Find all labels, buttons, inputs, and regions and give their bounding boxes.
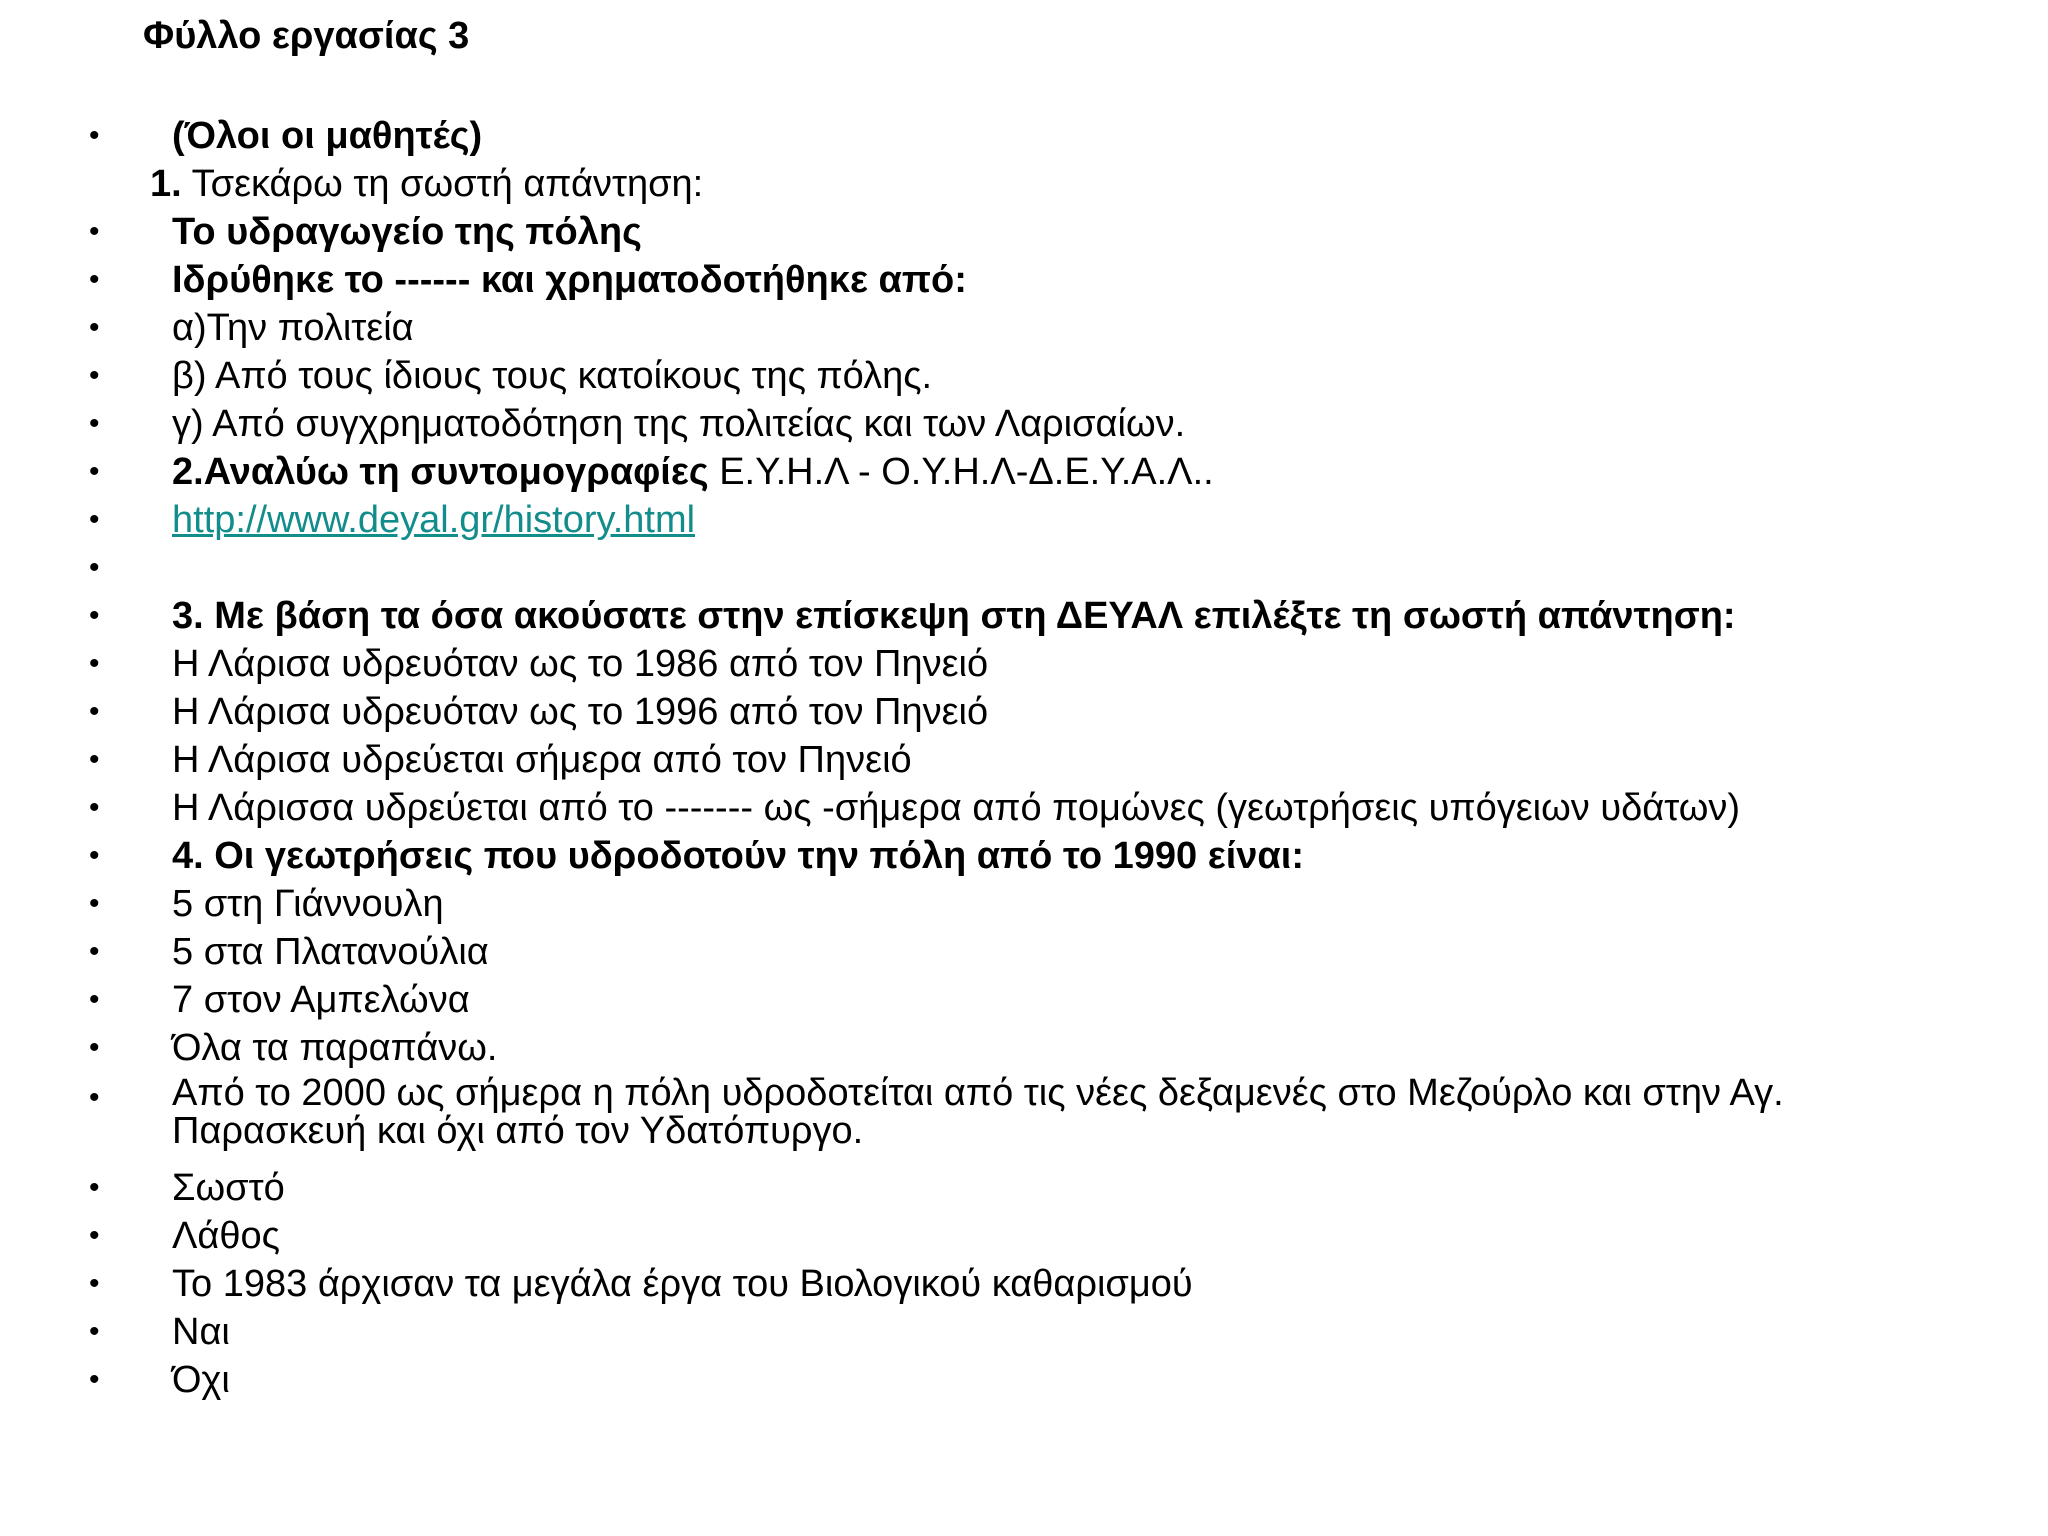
page-title: Φύλλο εργασίας 3 [143, 15, 470, 57]
bullet-point: • [89, 1363, 100, 1396]
line-text [150, 160, 703, 208]
line-text [172, 352, 932, 400]
line-text [172, 784, 1740, 832]
bullet-point: • [89, 599, 100, 632]
line-text [172, 1308, 230, 1356]
plain-text: Η Λάρισα υδρεύεται σήμερα από τον Πηνειό [172, 739, 912, 781]
bullet-point: • [89, 1219, 100, 1252]
plain-text: Από το 2000 ως σήμερα η πόλη υδροδοτείται από τις νέες δεξαμενές στο Μεζούρλο και στην Αγ. Παρασκευή και όχι από τον Υδατόπυργο. [172, 1072, 1784, 1152]
line-text [172, 640, 988, 688]
bold-text: Ιδρύθηκε το ------ και χρηματοδοτήθηκε από: [172, 259, 967, 301]
history-link[interactable]: http://www.deyal.gr/history.html [172, 499, 696, 541]
bullet-point: • [89, 407, 100, 440]
line-text [172, 208, 642, 256]
bullet-point: • [89, 1031, 100, 1064]
line-text [172, 1212, 280, 1260]
bullet-point: • [89, 839, 100, 872]
plain-text: Η Λάρισσα υδρεύεται από το ------- ως -σήμερα από πομώνες (γεωτρήσεις υπόγειων υδάτων) [172, 787, 1741, 829]
line-text [172, 1356, 230, 1404]
line-text [172, 592, 1736, 640]
plain-text: Ναι [172, 1311, 230, 1353]
bullet-point: • [89, 647, 100, 680]
line-text [172, 304, 414, 352]
line-text [172, 688, 988, 736]
plain-text: 5 στα Πλατανούλια [172, 931, 489, 973]
plain-text: Σωστό [172, 1167, 285, 1209]
bold-text: 3. Με βάση τα όσα ακούσατε στην επίσκεψη στη ΔΕΥΑΛ επιλέξτε τη σωστή απάντηση: [172, 595, 1736, 637]
plain-text: α)Την πολιτεία [172, 307, 414, 349]
line-text [172, 1260, 1193, 1308]
bullet-point: • [89, 695, 100, 728]
line-text [172, 736, 912, 784]
plain-text: 7 στον Αμπελώνα [172, 979, 470, 1021]
bullet-point: • [89, 983, 100, 1016]
line-text [172, 1074, 1892, 1150]
bullet-point: • [89, 935, 100, 968]
line-text [172, 496, 695, 544]
line-text [172, 976, 470, 1024]
bullet-point: • [89, 503, 100, 536]
bullet-point: • [89, 119, 100, 152]
question-number: 1. [150, 163, 182, 205]
line-text [172, 1164, 285, 1212]
plain-text: Όλα τα παραπάνω. [172, 1027, 498, 1069]
line-text [172, 400, 1185, 448]
line-text [172, 928, 489, 976]
bullet-point: • [89, 359, 100, 392]
line-text [172, 880, 444, 928]
line-text [172, 256, 967, 304]
plain-text: Λάθος [172, 1215, 280, 1257]
bullet-point: • [89, 743, 100, 776]
bullet-point: • [89, 263, 100, 296]
bullet-point: • [89, 1315, 100, 1348]
line-text [172, 112, 482, 160]
bold-text: Το υδραγωγείο της πόλης [172, 211, 642, 253]
bullet-point: • [89, 791, 100, 824]
plain-text: γ) Από συγχρηματοδότηση της πολιτείας και των Λαρισαίων. [172, 403, 1186, 445]
plain-text: Η Λάρισα υδρευόταν ως το 1986 από τον Πηνειό [172, 643, 989, 685]
bullet-point: • [89, 1171, 100, 1204]
line-text [172, 448, 1214, 496]
bullet-point: • [89, 455, 100, 488]
plain-text: Ε.Υ.Η.Λ - Ο.Υ.Η.Λ-Δ.Ε.Υ.Α.Λ.. [708, 451, 1214, 493]
plain-text: Το 1983 άρχισαν τα μεγάλα έργα του Βιολογικού καθαρισμού [172, 1263, 1193, 1305]
line-text [172, 832, 1304, 880]
bold-text: 4. Οι γεωτρήσεις που υδροδοτούν την πόλη από το 1990 είναι: [172, 835, 1305, 877]
bullet-point: • [89, 551, 100, 584]
bullet-point: • [89, 215, 100, 248]
bullet-point: • [89, 887, 100, 920]
plain-text: Τσεκάρω τη σωστή απάντηση: [181, 163, 704, 205]
bullet-point: • [89, 1267, 100, 1300]
line-text [172, 1024, 498, 1072]
bold-text: 2.Αναλύω τη συντομογραφίες [172, 451, 709, 493]
plain-text: Η Λάρισα υδρευόταν ως το 1996 από τον Πηνειό [172, 691, 989, 733]
bullet-point: • [89, 1081, 100, 1114]
plain-text: Όχι [172, 1359, 230, 1401]
plain-text: 5 στη Γιάννουλη [172, 883, 444, 925]
plain-text: β) Από τους ίδιους τους κατοίκους της πόλης. [172, 355, 933, 397]
bold-text: (Όλοι οι μαθητές) [172, 115, 483, 157]
bullet-point: • [89, 311, 100, 344]
